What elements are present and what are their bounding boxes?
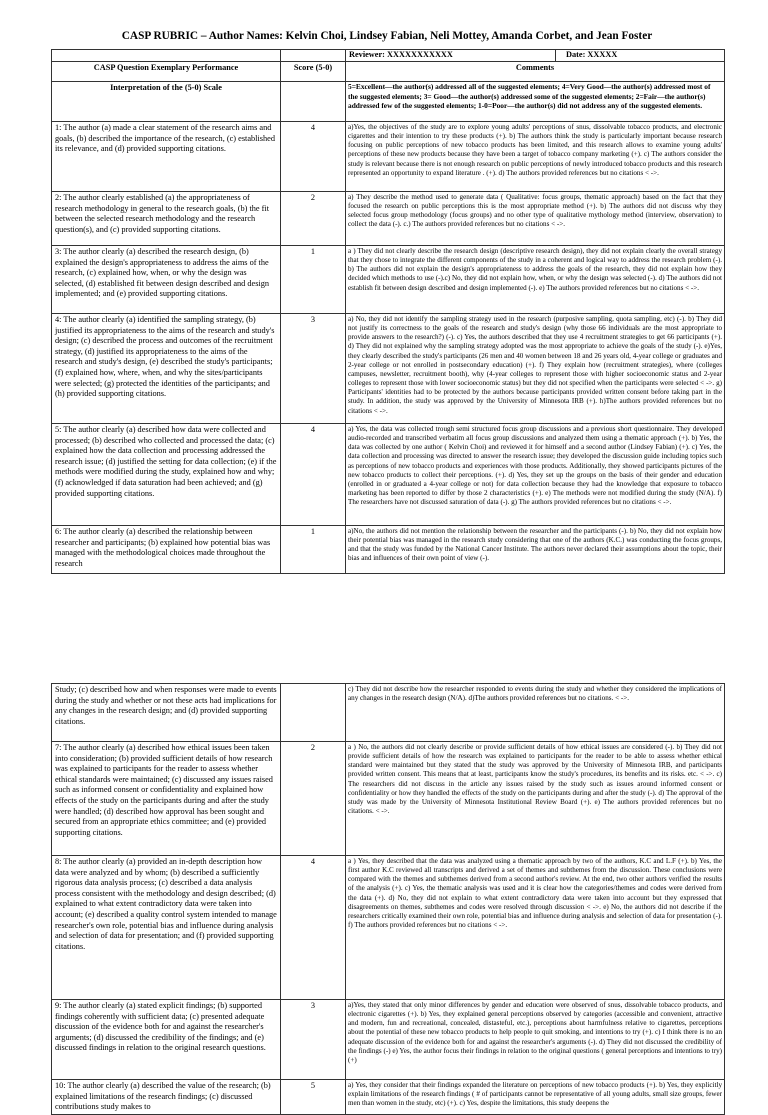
comment-text: a) Yes, the data was collected trough semi structured focus group discussions and a previous short questionnaire. They developed audio-recorded and transcribed verbatim all focus group discussions and analyzed them using a thematic approach (+). b) Yes, the data was collected by one author ( Kelvin Choi) and reviewed it for himself and a second author (Lindsey Fabian) (+). c) Yes, the data collection and processing was directed to answer the research issue; they developed the discussion guide including topics such as perceptions of new tobacco products and experiences with those products. Additionally, they showed participants pictures of the new tobacco products to collect their perceptions. (+). d) Yes, they set up the groups on the basis of their gender and education (enrolled in or graduated a 4-year college or not) for data collection because they had the knowledge that exposure to tobacco marketing has been reported to differ by those 2 characteristics (+). e) The methods were not modified during the study (N/A). f) The researchers have not discussed saturation of data (-). g) The authors provided references but no citations < ->. — [346, 424, 725, 526]
criterion-text: 10: The author clearly (a) described the value of the research; (b) explained limitations of the research findings; (c) discussed contributions study makes to — [52, 1080, 281, 1115]
score-value: 1 — [281, 526, 346, 574]
rubric-row — [52, 684, 725, 742]
column-header-comments: Comments — [346, 62, 725, 82]
header-blank-cell — [281, 50, 346, 62]
comment-text: a)Yes, they stated that only minor differences by gender and education were observed of snus, dissolvable tobacco products, and electronic cigarettes (+). b) Yes, they explained general perceptions observed by categories (accessible and convenient, attractive and modern, fun and recreational, concealed, distasteful, etc.), perceptions about harmfulness relative to cigarettes, perceptions about the potential of these new tobacco products to help people to quit smoking, and intentions to try (+). c) I think there is no an adequate discussion of the evidence both for and against the researcher's arguments (-). d) They did not discussed the credibility of the findings (-) e) Yes, the author focus their findings in relation to the original questions ( general perceptions and intentions to try) (+) — [346, 1000, 725, 1080]
rubric-row — [52, 246, 725, 314]
rubric-row — [52, 1000, 725, 1080]
score-value: 2 — [281, 742, 346, 856]
comment-text: a)Yes, the objectives of the study are to explore young adults' perceptions of snus, dissolvable tobacco products, and electronic cigarettes and their intention to try these products (+). b) The authors think the study is particularly important because research focusing on public perceptions of new tobacco products has been limited, and this research allows to examine young adults' perceptions of these new products because they have been a target of tobacco company marketing (+). c) The authors consider the study is relevant because there is not enough research on public perceptions of newly introduced tobacco products and this research represented an opportunity to expand literature . (+). d) The authors provided references but no citations < ->. — [346, 122, 725, 192]
rubric-row — [52, 526, 725, 574]
date-label: Date: XXXXX — [566, 50, 618, 59]
criterion-text: 5: The author clearly (a) described how data were collected and processed; (b) described who collected and processed the data; (c) explained how the data collection and processing addressed the research issue; (d) justified the setting for data collection; (e) if the methods were modified during the study, explained how and why; (f) acknowledged if data saturation had been achieved; and (g) provided supporting citations. — [52, 424, 281, 526]
reviewer-date-cell — [346, 50, 725, 62]
criterion-text: 3: The author clearly (a) described the research design, (b) explained the design's appropriateness to address the aims of the research, (c) explained how, when, or why the design was selected, (d) established fit between design described and design implemented; and (e) provided supporting citations. — [52, 246, 281, 314]
scale-description: 5=Excellent—the author(s) addressed all of the suggested elements; 4=Very Good—the author(s) addressed most of the suggested elements; 3= Good—the author(s) addressed some of the suggested elements; 2=Fair—the author(s) addressed few of the suggested elements; 1-0=Poor—the author(s) did not address any of the suggested elements. — [346, 82, 725, 122]
criterion-text: 6: The author clearly (a) described the relationship between researcher and participants; (b) explained how potential bias was managed with the methodological choices made throughout the research — [52, 526, 281, 574]
score-value: 4 — [281, 424, 346, 526]
comment-text: a) No, they did not identify the sampling strategy used in the research (purposive sampling, quota sampling, etc) (-). b) They did not justify its correctness to the goals of the research and study's design (why those 66 individuals are the most appropriate to provide answers to the research?) (-). c) Yes, the authors described that they use 4 recruitment strategies to get 66 participants (+). d) They did not explained why the sampling strategy adopted was the most appropriate to achieve the goals of the study (-). e)Yes, they clearly described the study's participants (26 men and 40 women between 18 and 26 years old, 4-year college or graduates and 2-year college or not enrolled in postsecondary education) (+). f) They explain how (recruitment strategies), where (colleges campuses, newsletter, recruitment booth), why (4-year colleges to represent those with higher socioeconomic status and 2-year colleges to represent those with lower socioeconomic status) but they did not specified when the participants were selected < ->. g) Participants' identities had to be protected by the authors because participants provided written consent before taking part in the study. In addition, the study was approved by the University of Minnesota IRB (+). h)The authors provided references but no citations < ->. — [346, 314, 725, 424]
rubric-row — [52, 1080, 725, 1115]
criterion-text: 4: The author clearly (a) identified the sampling strategy, (b) justified its appropriateness to the aims of the research and study's design; (c) described the process and outcomes of the recruitment strategy, (d) justified its appropriateness to the aims of the research and study's design, (e) described the study's participants; (f) explained how, where, when, and why the sites/participants were selected; (g) protected the identities of the participants; and (h) provided supporting citations. — [52, 314, 281, 424]
scale-score-cell — [281, 82, 346, 122]
comment-text: a ) No, the authors did not clearly describe or provide sufficient details of how ethical issues are considered (-). b) They did not provide sufficient details of how the research was explained to participants for the reader to be able to assess whether ethical standard were maintained but they stated that the study was approved by the University of Minnesota IRB, and participants provided written consent. This means that at least, participants know the study's procedures, its benefits and its risks. etc. < ->. c) The researchers did not discuss in the article any issues raised by the study such as issues around informed consent or confidentiality or how they handled the effects of the study on the participants during and after the study (-). d) The approval of the study was made by the University of Minnesota Institutional Review Board (+). e) The authors provided references but no citations. < ->. — [346, 742, 725, 856]
rubric-row — [52, 314, 725, 424]
score-value: 2 — [281, 192, 346, 246]
column-header-question: CASP Question Exemplary Performance — [52, 62, 281, 82]
column-header-score: Score (5-0) — [281, 62, 346, 82]
rubric-row — [52, 742, 725, 856]
criterion-text: 7: The author clearly (a) described how ethical issues been taken into consideration; (b) provided sufficient details of how research was explained to participants for the reader to assess whether ethical standards were maintained; (c) discussed any issues raised such as informed consent or confidentiality and explained how effects of the study on the participants during and after the study were handled; (d) described how approval has been sought and secured from an appropriate ethics committee; and (e) provided supporting citations. — [52, 742, 281, 856]
criterion-text: 2: The author clearly established (a) the appropriateness of research methodology in general to the research goals, (b) the fit between the selected research methodology and the research question(s), and (c) provided supporting citations. — [52, 192, 281, 246]
rubric-table-page-2 — [51, 683, 725, 1115]
score-value: 3 — [281, 314, 346, 424]
comment-text: a)No, the authors did not mention the relationship between the researcher and the participants (-). b) No, they did not explain how their potential bias was managed in the research study considering that one of the authors (K.C.) was conducting the focus groups, and that the study was funded by the National Cancer Institute. The authors never declared their assumptions about the topic, their bias and influences of their own point of view (-). — [346, 526, 725, 574]
comment-text: a) Yes, they consider that their findings expanded the literature on perceptions of new tobacco products (+). b) Yes, they explicitly explain limitations of the research findings ( # of participants cannot be representative of all young adults, small size groups, fewer men than women in the study, etc) (+). c) Yes, despite the limitations, this study deepens the — [346, 1080, 725, 1115]
rubric-table-page-1 — [51, 49, 725, 574]
score-value: 4 — [281, 122, 346, 192]
criterion-text: 1: The author (a) made a clear statement of the research aims and goals, (b) described the importance of the research, (c) established its relevance, and (d) provided supporting citations. — [52, 122, 281, 192]
score-value: 5 — [281, 1080, 346, 1115]
rubric-row — [52, 192, 725, 246]
score-value — [281, 684, 346, 742]
comment-text: a ) They did not clearly describe the research design (descriptive research design), they did not explain clearly the overall strategy that they chose to integrate the different components of the study in a coherent and logical way to address the research problem (-). b) The authors did not explain the design's appropriateness to address the goals of the research, they did not explain how they decided which methods to use (-).c) No, they did not explain how, when, or why the design was selected (-). d) The authors did not establish fit between design described and design implemented (-). e) The authors provided references but no citations < ->. — [346, 246, 725, 314]
comment-text: a ) Yes, they described that the data was analyzed using a thematic approach by two of the authors, K.C and L.F (+). b) Yes, the first author K.C reviewed all transcripts and derived a set of themes and subthemes from the discussion. These conclusions were compared with the themes and subthemes derived from a second author's review. At the end, two other authors verified the results of the analysis (+). c) Yes, the thematic analysis was used and it is clear how the categories/themes and codes were derived from the data (+). d) No, they did not explain to what extent contradictory data were taken into account but they expressed that disagreements on themes, subthemes and codes were resolved through discussion < ->. e) No, the authors did not describe if the researchers critically examined their own role, potential bias and influence during analysis and selection of data for presentation (-). f) The authors provided references but no citations < ->. — [346, 856, 725, 1000]
comment-text: a) They describe the method used to generate data ( Qualitative: focus groups, thematic approach) based on the fact that they focused the research on public perceptions this is the most appropriate method (+). b) The authors did not discuss why they selected focus group methodology (focus groups) and no other type of qualitative mythology method (interview, observation) to collect the data (-). c.) The authors provided references but no citations < ->. — [346, 192, 725, 246]
score-value: 4 — [281, 856, 346, 1000]
reviewer-label: Reviewer: XXXXXXXXXXX — [346, 50, 556, 61]
rubric-row — [52, 856, 725, 1000]
rubric-row — [52, 122, 725, 192]
scale-label: Interpretation of the (5-0) Scale — [52, 82, 281, 122]
rubric-row — [52, 424, 725, 526]
criterion-text: 9: The author clearly (a) stated explicit findings; (b) supported findings coherently with sufficient data; (c) presented adequate discussion of the evidence both for and against the researcher's arguments; (d) discussed the credibility of the findings; and (e) discussed findings in relation to the original research questions. — [52, 1000, 281, 1080]
score-value: 1 — [281, 246, 346, 314]
score-value: 3 — [281, 1000, 346, 1080]
header-blank-cell — [52, 50, 281, 62]
criterion-text: Study; (c) described how and when responses were made to events during the study and whether or not these acts had implications for any changes in the research design; and (d) provided supporting citations. — [52, 684, 281, 742]
comment-text: c) They did not describe how the researcher responded to events during the study and whether they considered the implications of any changes in the research design (N/A). d)The authors provided references but no citations. < ->. — [346, 684, 725, 742]
criterion-text: 8: The author clearly (a) provided an in-depth description how data were analyzed and by whom; (b) described a sufficiently rigorous data analysis process; (c) described a data analysis process consistent with the methodology and design described; (d) explained to what extent contradictory data were taken into account; (e) described a quality control system intended to manage researcher's own role, potential bias and influence during analysis and selection of data for presentation; and (f) provided supporting citations. — [52, 856, 281, 1000]
page-title: CASP RUBRIC – Author Names: Kelvin Choi, Lindsey Fabian, Neli Mottey, Amanda Corbet, and Jean Foster — [121, 30, 653, 42]
